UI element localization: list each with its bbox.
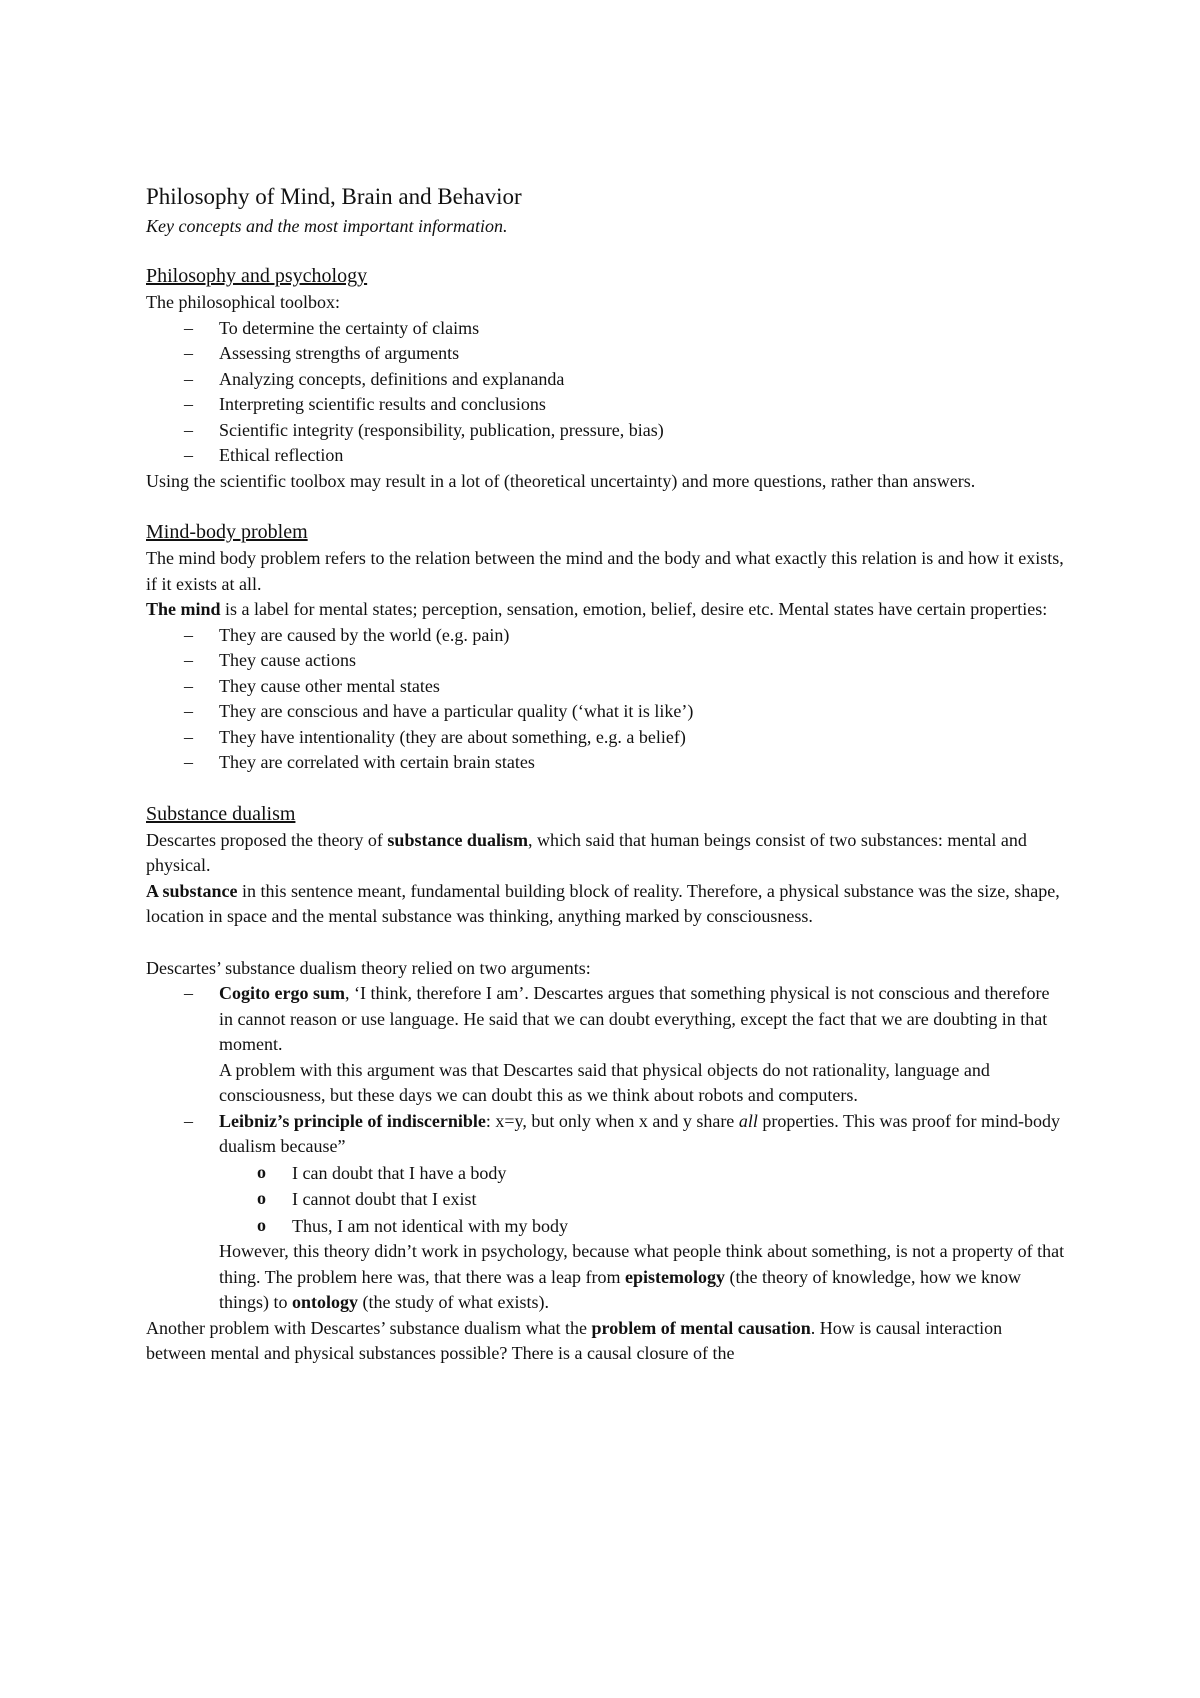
- leibniz-critique: [146, 1239, 1066, 1316]
- critique-text: (the study of what exists).: [358, 1292, 549, 1312]
- toolbox-intro: The philosophical toolbox:: [146, 292, 340, 312]
- term-epistemology: epistemology: [625, 1266, 726, 1287]
- critique-text: However, this theory didn’t work in psychology, because what people think about something, is not a property of that thing. The problem here was, that there was a leap from: [219, 1241, 1065, 1287]
- term-mental-causation: problem of mental causation: [591, 1317, 811, 1338]
- argument-cogito: [146, 981, 1066, 1109]
- list-item: – Scientific integrity (responsibility, publication, pressure, bias): [146, 418, 1066, 444]
- list-item: o I cannot doubt that I exist: [146, 1186, 1066, 1213]
- critique-text: (the theory of knowledge, how we know things) to: [219, 1266, 1021, 1312]
- term-leibniz-principle: Leibniz’s principle of indiscernible: [219, 1110, 486, 1131]
- document-title: Philosophy of Mind, Brain and Behavior: [146, 184, 522, 209]
- arguments-intro: Descartes’ substance dualism theory relied on two arguments:: [146, 957, 591, 978]
- emphasis-all: all: [738, 1110, 758, 1131]
- leibniz-text: properties. This was proof for mind-body dualism because”: [219, 1110, 1060, 1156]
- dualism-text: Descartes proposed the theory of: [146, 829, 388, 850]
- heading-mind-body-problem: Mind-body problem: [146, 521, 308, 543]
- list-item: – To determine the certainty of claims: [146, 316, 1066, 342]
- list-item: o Thus, I am not identical with my body: [146, 1213, 1066, 1240]
- list-item: – Ethical reflection: [146, 443, 1066, 469]
- leibniz-sublist: [146, 1160, 1066, 1240]
- term-the-mind: The mind: [146, 599, 221, 619]
- list-item: – They are correlated with certain brain states: [146, 750, 1066, 776]
- causation-text: Another problem with Descartes’ substance dualism what the: [146, 1317, 592, 1338]
- term-ontology: ontology: [292, 1292, 359, 1312]
- list-item: – Interpreting scientific results and conclusions: [146, 392, 1066, 418]
- heading-substance-dualism: Substance dualism: [146, 802, 296, 825]
- list-item: – They cause other mental states: [146, 674, 1066, 700]
- term-a-substance: A substance: [146, 880, 238, 901]
- document-page: [146, 180, 1066, 1367]
- causation-text: . How is causal interaction between mental and physical substances possible? There is a causal closure of the: [146, 1317, 1003, 1363]
- substance-text: in this sentence meant, fundamental building block of reality. Therefore, a physical substance was the size, shape, location in space and the mental substance was thinking, anything marked by consciousness.: [146, 880, 1060, 926]
- mind-body-definition: The mind body problem refers to the relation between the mind and the body and what exactly this relation is and how it exists, if it exists at all.: [146, 548, 1064, 594]
- cogito-problem: A problem with this argument was that Descartes said that physical objects do not rationality, language and consciousness, but these days we can doubt this as we think about robots and computers.: [219, 1059, 990, 1105]
- substance-paragraph: [146, 879, 1066, 930]
- list-item: – They are conscious and have a particular quality (‘what it is like’): [146, 699, 1066, 725]
- list-item: – They cause actions: [146, 648, 1066, 674]
- dualism-paragraph: [146, 828, 1066, 879]
- term-substance-dualism: substance dualism: [387, 829, 528, 850]
- mind-definition: [146, 597, 1066, 623]
- leibniz-text: : x=y, but only when x and y share: [485, 1110, 739, 1131]
- dualism-text: , which said that human beings consist of two substances: mental and physical.: [146, 829, 1027, 875]
- argument-leibniz: [146, 1109, 1066, 1160]
- mental-states-list: [146, 623, 1066, 776]
- list-item: – They have intentionality (they are about something, e.g. a belief): [146, 725, 1066, 751]
- toolbox-list: [146, 316, 1066, 469]
- mental-causation-paragraph: [146, 1316, 1066, 1367]
- list-item: o I can doubt that I have a body: [146, 1160, 1066, 1187]
- list-item: – They are caused by the world (e.g. pain): [146, 623, 1066, 649]
- list-item: – Analyzing concepts, definitions and explananda: [146, 367, 1066, 393]
- toolbox-outro: Using the scientific toolbox may result in a lot of (theoretical uncertainty) and more questions, rather than answers.: [146, 470, 976, 491]
- arguments-list: [146, 981, 1066, 1160]
- cogito-text: , ‘I think, therefore I am’. Descartes argues that something physical is not conscious and therefore in cannot reason or use language. He said that we can doubt everything, except the fact that we are doubting in that moment.: [219, 983, 1050, 1054]
- heading-philosophy-psychology: Philosophy and psychology: [146, 265, 368, 287]
- list-item: – Assessing strengths of arguments: [146, 341, 1066, 367]
- mind-definition-text: is a label for mental states; perception, sensation, emotion, belief, desire etc. Mental states have certain properties:: [220, 599, 1048, 619]
- document-subtitle: Key concepts and the most important information.: [146, 216, 508, 236]
- term-cogito: Cogito ergo sum: [219, 983, 345, 1003]
